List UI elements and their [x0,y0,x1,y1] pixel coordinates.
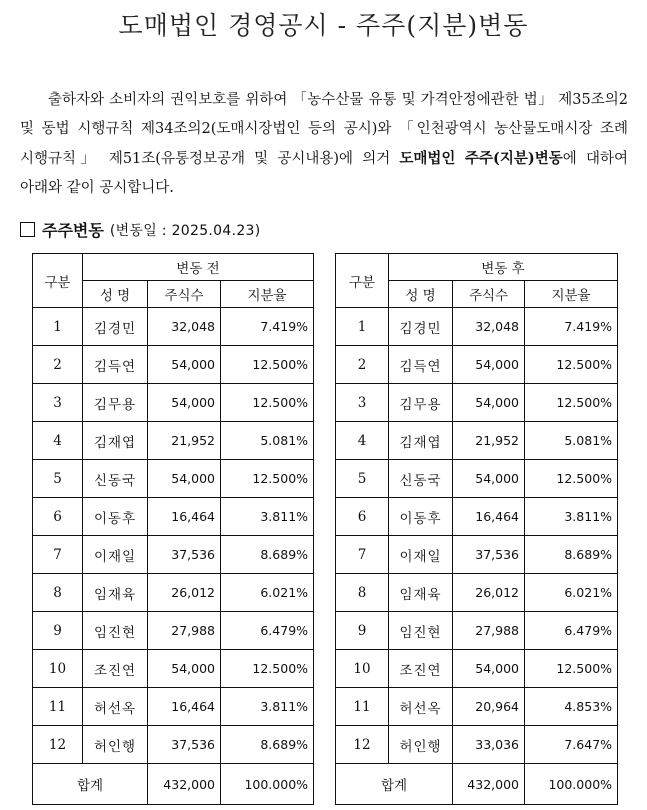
row-no: 8 [33,574,83,612]
share-count: 54,000 [148,384,221,422]
header-before-label: 변동 전 [83,254,314,281]
row-no: 12 [336,726,389,764]
shareholder-name: 김무용 [83,384,148,422]
share-ratio: 3.811% [221,498,314,536]
total-row [336,764,618,805]
table-row [336,346,618,384]
checkbox-icon [20,222,35,237]
share-count: 54,000 [148,460,221,498]
shareholder-name: 김경민 [83,308,148,346]
table-row [33,308,314,346]
row-no: 2 [336,346,389,384]
row-no: 8 [336,574,389,612]
header-ratio: 지분율 [525,281,618,308]
share-ratio: 8.689% [525,536,618,574]
share-count: 37,536 [148,536,221,574]
share-ratio: 6.479% [221,612,314,650]
shareholder-name: 김무용 [389,384,453,422]
table-row [33,726,314,764]
table-row [33,346,314,384]
row-no: 4 [33,422,83,460]
table-row [336,688,618,726]
share-count: 54,000 [148,650,221,688]
table-row [336,726,618,764]
total-row [33,764,314,805]
share-ratio: 7.419% [221,308,314,346]
shareholder-name: 이동후 [389,498,453,536]
table-row [33,688,314,726]
table-row [336,650,618,688]
total-shares: 432,000 [453,764,525,805]
share-count: 27,988 [453,612,525,650]
shareholder-name: 신동국 [83,460,148,498]
row-no: 10 [336,650,389,688]
table-row [33,422,314,460]
row-no: 1 [336,308,389,346]
share-ratio: 12.500% [525,650,618,688]
total-ratio: 100.000% [221,764,314,805]
share-count: 54,000 [453,460,525,498]
table-row [336,574,618,612]
share-count: 16,464 [148,688,221,726]
share-ratio: 12.500% [221,384,314,422]
shareholder-name: 임재육 [83,574,148,612]
total-ratio: 100.000% [525,764,618,805]
shareholder-name: 신동국 [389,460,453,498]
table-row [33,498,314,536]
shareholder-name: 허선옥 [389,688,453,726]
header-no: 구분 [33,254,83,308]
share-count: 16,464 [148,498,221,536]
table-row [336,422,618,460]
row-no: 6 [336,498,389,536]
share-count: 54,000 [148,346,221,384]
share-count: 32,048 [148,308,221,346]
header-name: 성 명 [389,281,453,308]
share-count: 32,048 [453,308,525,346]
share-count: 37,536 [453,536,525,574]
share-count: 26,012 [148,574,221,612]
shareholder-name: 김득연 [389,346,453,384]
row-no: 2 [33,346,83,384]
intro-paragraph [20,86,628,203]
row-no: 10 [33,650,83,688]
share-count: 21,952 [148,422,221,460]
shareholder-name: 임진현 [389,612,453,650]
table-row [336,308,618,346]
share-ratio: 5.081% [525,422,618,460]
share-ratio: 5.081% [221,422,314,460]
intro-text-2: 에 대하여 아래와 같이 공시합니다. [20,151,628,196]
shareholder-name: 김경민 [389,308,453,346]
page-title: 도매법인 경영공시 - 주주(지분)변동 [118,11,529,40]
table-before [32,253,314,805]
share-count: 16,464 [453,498,525,536]
table-row [336,384,618,422]
table-row [33,384,314,422]
share-count: 26,012 [453,574,525,612]
shareholder-name: 이재일 [83,536,148,574]
share-ratio: 12.500% [221,460,314,498]
share-count: 54,000 [453,346,525,384]
share-ratio: 7.419% [525,308,618,346]
header-name: 성 명 [83,281,148,308]
table-row [336,536,618,574]
share-ratio: 4.853% [525,688,618,726]
table-row [33,574,314,612]
shareholder-name: 조진연 [389,650,453,688]
share-ratio: 3.811% [525,498,618,536]
section-title: 주주변동 [42,221,104,240]
share-ratio: 6.021% [221,574,314,612]
table-row [336,612,618,650]
table-after [335,253,618,805]
row-no: 1 [33,308,83,346]
share-count: 21,952 [453,422,525,460]
total-label: 합계 [33,764,148,805]
row-no: 3 [336,384,389,422]
row-no: 3 [33,384,83,422]
header-ratio: 지분율 [221,281,314,308]
table-row [33,460,314,498]
total-label: 합계 [336,764,453,805]
header-after-label: 변동 후 [389,254,618,281]
share-count: 37,536 [148,726,221,764]
share-count: 54,000 [453,384,525,422]
intro-bold-text: 도매법인 주주(지분)변동 [399,150,563,167]
share-count: 33,036 [453,726,525,764]
share-count: 54,000 [453,650,525,688]
share-ratio: 12.500% [525,460,618,498]
share-ratio: 12.500% [525,384,618,422]
share-ratio: 6.479% [525,612,618,650]
row-no: 6 [33,498,83,536]
row-no: 5 [33,460,83,498]
table-row [33,536,314,574]
shareholder-name: 이재일 [389,536,453,574]
shareholder-name: 임진현 [83,612,148,650]
share-ratio: 12.500% [221,650,314,688]
row-no: 11 [33,688,83,726]
share-count: 20,964 [453,688,525,726]
shareholder-name: 이동후 [83,498,148,536]
row-no: 9 [33,612,83,650]
intro-text-1: 출하자와 소비자의 권익보호를 위하여 「농수산물 유통 및 가격안정에관한 법」 제35조의2 및 동법 시행규칙 제34조의2(도매시장법인 등의 공시)와 「인천광역시 농산물도매시장 조례 시행규칙」 제51조(유통정보공개 및 공시내용)에 의거 [20,92,628,167]
shareholder-name: 김득연 [83,346,148,384]
shareholder-name: 조진연 [83,650,148,688]
header-shares: 주식수 [453,281,525,308]
row-no: 7 [336,536,389,574]
table-row [336,498,618,536]
row-no: 12 [33,726,83,764]
share-ratio: 6.021% [525,574,618,612]
shareholder-name: 허인행 [389,726,453,764]
row-no: 11 [336,688,389,726]
row-no: 9 [336,612,389,650]
share-ratio: 12.500% [525,346,618,384]
table-row [336,460,618,498]
share-ratio: 8.689% [221,536,314,574]
section-heading [20,218,261,241]
row-no: 4 [336,422,389,460]
shareholder-name: 임재육 [389,574,453,612]
total-shares: 432,000 [148,764,221,805]
header-no: 구분 [336,254,389,308]
share-ratio: 7.647% [525,726,618,764]
shareholder-name: 허선옥 [83,688,148,726]
table-row [33,650,314,688]
row-no: 5 [336,460,389,498]
shareholder-name: 김재엽 [389,422,453,460]
shareholder-name: 김재엽 [83,422,148,460]
share-count: 27,988 [148,612,221,650]
shareholder-name: 허인행 [83,726,148,764]
change-date: (변동일 : 2025.04.23) [109,222,261,239]
share-ratio: 12.500% [221,346,314,384]
share-ratio: 3.811% [221,688,314,726]
share-ratio: 8.689% [221,726,314,764]
table-row [33,612,314,650]
header-shares: 주식수 [148,281,221,308]
row-no: 7 [33,536,83,574]
